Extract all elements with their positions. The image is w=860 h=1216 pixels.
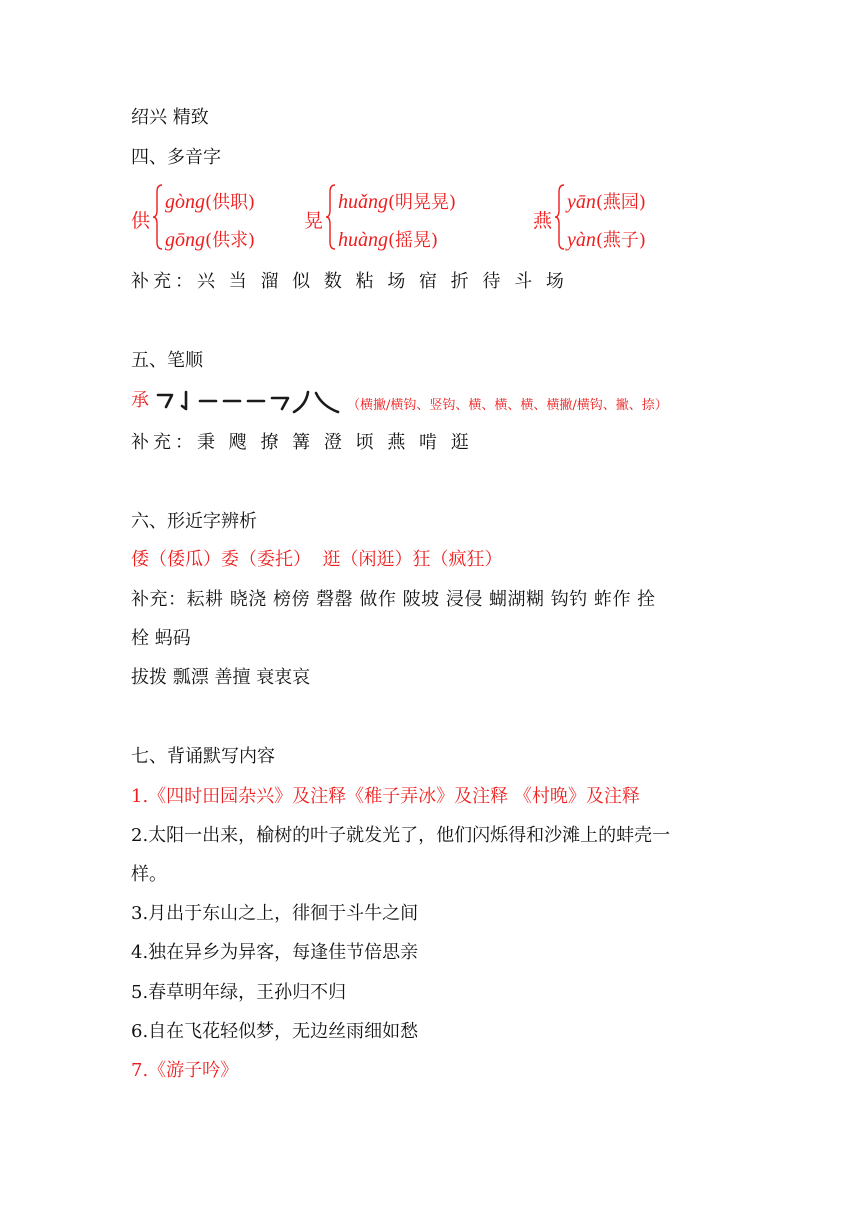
polyphone-char: 晃 xyxy=(304,210,324,232)
section-title-recitation: 七、背诵默写内容 xyxy=(131,746,275,767)
pinyin: huàng xyxy=(338,229,388,251)
recite-item-3: 3.月出于东山之上，徘徊于斗牛之间 xyxy=(131,903,419,924)
supplement-similar-chars-1: 补充：耘耕 晓浇 榜傍 磬罄 做作 陂坡 浸侵 蝴湖糊 钩钓 蚱作 拴 xyxy=(131,589,656,610)
recite-item-5: 5.春草明年绿，王孙归不归 xyxy=(131,982,347,1003)
polyphone-reading xyxy=(338,188,456,214)
reading-example: (供求) xyxy=(205,230,256,251)
recite-item-1: 1.《四时田园杂兴》及注释《稚子弄冰》及注释 《村晚》及注释 xyxy=(131,786,640,807)
pinyin: gōng xyxy=(165,229,205,251)
recite-item-6: 6.自在飞花轻似梦，无边丝雨细如愁 xyxy=(131,1021,419,1042)
polyphone-reading xyxy=(567,226,646,252)
polyphone-reading xyxy=(165,188,255,214)
supplement-similar-chars-3: 拔拨 瓢漂 善擅 衰衷哀 xyxy=(131,667,311,688)
reading-example: (燕园) xyxy=(595,192,646,213)
polyphone-char: 燕 xyxy=(533,210,553,232)
supplement-stroke-order: 补充：秉 飕 撩 篝 澄 顷 燕 啃 逛 xyxy=(131,432,473,453)
pinyin: gòng xyxy=(165,191,205,213)
section-title-stroke-order: 五、笔顺 xyxy=(131,350,203,371)
supplement-similar-chars-2: 栓 蚂码 xyxy=(131,628,191,649)
reading-example: (明晃晃) xyxy=(388,192,457,213)
supplement-polyphones: 补充：兴 当 溜 似 数 粘 场 宿 折 待 斗 场 xyxy=(131,271,568,292)
reading-example: (燕子) xyxy=(595,230,646,251)
brace-icon xyxy=(153,184,163,250)
polyphone-reading xyxy=(165,226,255,252)
polyphone-char: 供 xyxy=(131,210,151,232)
reading-example: (供职) xyxy=(205,192,256,213)
polyphone-reading xyxy=(338,226,438,252)
pinyin: huǎng xyxy=(338,191,388,213)
reading-example: (摇晃) xyxy=(388,230,439,251)
pinyin: yān xyxy=(567,191,596,213)
stroke-sequence-icon xyxy=(156,389,344,415)
pinyin: yàn xyxy=(567,229,596,251)
stroke-order-char: 承 xyxy=(131,390,149,411)
intro-line: 绍兴 精致 xyxy=(131,107,209,128)
section-title-polyphones: 四、多音字 xyxy=(131,147,221,168)
stroke-order-note: （横撇/横钩、竖钩、横、横、横、横撇/横钩、撇、捺） xyxy=(347,398,668,413)
recite-item-4: 4.独在异乡为异客，每逢佳节倍思亲 xyxy=(131,942,419,963)
brace-icon xyxy=(326,184,336,250)
brace-icon xyxy=(555,184,565,250)
recite-item-7: 7.《游子吟》 xyxy=(131,1060,239,1081)
similar-chars-examples: 倭（倭瓜）委（委托） 逛（闲逛）狂（疯狂） xyxy=(131,549,503,570)
polyphone-reading xyxy=(567,188,646,214)
recite-item-2: 2.太阳一出来，榆树的叶子就发光了，他们闪烁得和沙滩上的蚌壳一 xyxy=(131,825,671,846)
recite-item-2-continued: 样。 xyxy=(131,864,167,885)
section-title-similar-chars: 六、形近字辨析 xyxy=(131,511,257,532)
